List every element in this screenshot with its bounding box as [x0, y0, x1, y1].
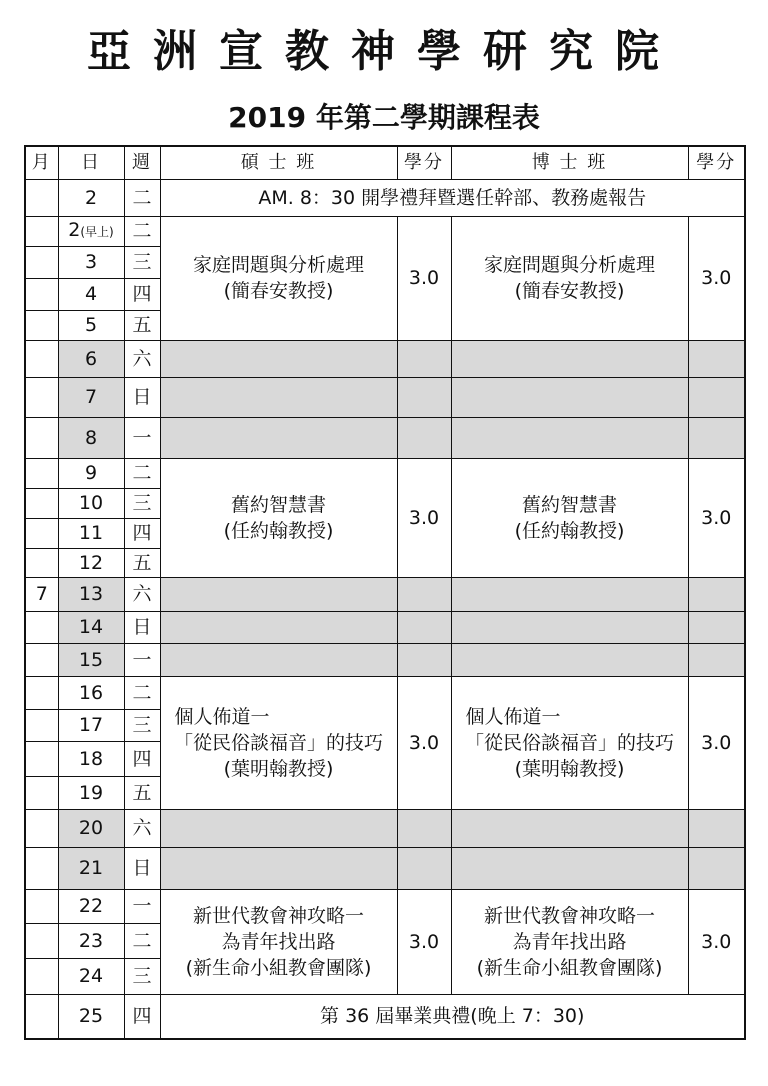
week-cell: 三 — [124, 488, 160, 518]
course-doctor-2: 舊約智慧書 (任約翰教授) — [451, 458, 688, 577]
table-row — [25, 377, 745, 417]
day-cell: 11 — [58, 518, 124, 548]
day-cell: 7 — [58, 377, 124, 417]
month-cell — [25, 488, 58, 518]
week-cell: 日 — [124, 611, 160, 643]
week-cell: 六 — [124, 809, 160, 847]
week-cell: 一 — [124, 643, 160, 676]
month-cell — [25, 377, 58, 417]
table-row — [25, 676, 745, 709]
month-cell — [25, 458, 58, 488]
empty-cell — [397, 611, 451, 643]
day-cell: 9 — [58, 458, 124, 488]
day-cell: 4 — [58, 278, 124, 310]
course-master-1: 家庭問題與分析處理 (簡春安教授) — [160, 216, 397, 340]
course-doctor-3: 個人佈道一 「從民俗談福音」的技巧 (葉明翰教授) — [451, 676, 688, 809]
empty-cell — [451, 809, 688, 847]
month-cell — [25, 923, 58, 958]
week-cell: 四 — [124, 278, 160, 310]
col-credit-doctor: 學分 — [688, 146, 745, 179]
table-row — [25, 994, 745, 1039]
empty-cell — [451, 340, 688, 377]
week-cell: 一 — [124, 417, 160, 458]
month-cell — [25, 676, 58, 709]
col-doctor: 博 士 班 — [451, 146, 688, 179]
empty-cell — [160, 611, 397, 643]
col-credit-master: 學分 — [397, 146, 451, 179]
month-cell — [25, 417, 58, 458]
empty-cell — [688, 417, 745, 458]
week-cell: 六 — [124, 577, 160, 611]
institute-title: 亞洲宣教神學研究院 — [87, 26, 681, 77]
week-cell: 二 — [124, 676, 160, 709]
week-cell: 三 — [124, 709, 160, 741]
day-cell: 2 — [58, 179, 124, 216]
day-cell: 3 — [58, 246, 124, 278]
day-cell: 5 — [58, 310, 124, 340]
month-cell — [25, 340, 58, 377]
credit-master-4: 3.0 — [397, 889, 451, 994]
col-month: 月 — [25, 146, 58, 179]
credit-doctor-1: 3.0 — [688, 216, 745, 340]
week-cell: 日 — [124, 847, 160, 889]
day-cell: 13 — [58, 577, 124, 611]
week-cell: 三 — [124, 246, 160, 278]
empty-cell — [451, 577, 688, 611]
empty-cell — [451, 643, 688, 676]
month-cell — [25, 310, 58, 340]
credit-master-3: 3.0 — [397, 676, 451, 809]
col-week: 週 — [124, 146, 160, 179]
credit-doctor-2: 3.0 — [688, 458, 745, 577]
day-cell: 15 — [58, 643, 124, 676]
table-row — [25, 417, 745, 458]
month-cell — [25, 709, 58, 741]
empty-cell — [160, 577, 397, 611]
week-cell: 四 — [124, 518, 160, 548]
empty-cell — [160, 643, 397, 676]
week-cell: 五 — [124, 310, 160, 340]
day-cell: 12 — [58, 548, 124, 577]
month-cell — [25, 548, 58, 577]
week-cell: 二 — [124, 179, 160, 216]
opening-event: AM. 8：30 開學禮拜暨選任幹部、教務處報告 — [160, 179, 745, 216]
day-cell: 20 — [58, 809, 124, 847]
empty-cell — [688, 340, 745, 377]
day-cell: 6 — [58, 340, 124, 377]
course-doctor-4: 新世代教會神攻略一 為青年找出路 (新生命小組教會團隊) — [451, 889, 688, 994]
table-row — [25, 458, 745, 488]
month-cell — [25, 518, 58, 548]
week-cell: 三 — [124, 958, 160, 994]
day-cell: 18 — [58, 741, 124, 776]
table-row — [25, 216, 745, 246]
week-cell: 六 — [124, 340, 160, 377]
credit-master-1: 3.0 — [397, 216, 451, 340]
table-row — [25, 847, 745, 889]
week-cell: 一 — [124, 889, 160, 923]
table-row — [25, 340, 745, 377]
day-cell: 25 — [58, 994, 124, 1039]
table-row — [25, 179, 745, 216]
empty-cell — [688, 577, 745, 611]
course-doctor-1: 家庭問題與分析處理 (簡春安教授) — [451, 216, 688, 340]
day-cell: 10 — [58, 488, 124, 518]
month-cell — [25, 741, 58, 776]
week-cell: 二 — [124, 216, 160, 246]
day-cell: 19 — [58, 776, 124, 809]
week-cell: 日 — [124, 377, 160, 417]
closing-event: 第 36 屆畢業典禮(晚上 7：30) — [160, 994, 745, 1039]
empty-cell — [160, 847, 397, 889]
month-cell: 7 — [25, 577, 58, 611]
empty-cell — [688, 847, 745, 889]
month-cell — [25, 994, 58, 1039]
table-row — [25, 577, 745, 611]
table-row — [25, 611, 745, 643]
month-cell — [25, 278, 58, 310]
empty-cell — [451, 847, 688, 889]
month-cell — [25, 776, 58, 809]
course-master-3: 個人佈道一 「從民俗談福音」的技巧 (葉明翰教授) — [160, 676, 397, 809]
day-cell: 24 — [58, 958, 124, 994]
col-day: 日 — [58, 146, 124, 179]
schedule-subtitle: 2019 年第二學期課程表 — [228, 101, 540, 134]
course-master-4: 新世代教會神攻略一 為青年找出路 (新生命小組教會團隊) — [160, 889, 397, 994]
day-note: (早上) — [80, 225, 114, 239]
day-cell: 22 — [58, 889, 124, 923]
month-cell — [25, 246, 58, 278]
empty-cell — [160, 809, 397, 847]
table-row — [25, 809, 745, 847]
day-cell: 21 — [58, 847, 124, 889]
empty-cell — [397, 809, 451, 847]
empty-cell — [451, 417, 688, 458]
empty-cell — [688, 377, 745, 417]
credit-master-2: 3.0 — [397, 458, 451, 577]
empty-cell — [397, 643, 451, 676]
table-row — [25, 643, 745, 676]
week-cell: 五 — [124, 776, 160, 809]
course-schedule-table — [24, 145, 746, 1040]
empty-cell — [160, 340, 397, 377]
month-cell — [25, 847, 58, 889]
month-cell — [25, 179, 58, 216]
day-cell: 16 — [58, 676, 124, 709]
month-cell — [25, 809, 58, 847]
week-cell: 二 — [124, 458, 160, 488]
empty-cell — [688, 809, 745, 847]
empty-cell — [397, 417, 451, 458]
empty-cell — [160, 377, 397, 417]
credit-doctor-3: 3.0 — [688, 676, 745, 809]
empty-cell — [397, 577, 451, 611]
month-cell — [25, 889, 58, 923]
month-cell — [25, 611, 58, 643]
col-master: 碩 士 班 — [160, 146, 397, 179]
header-row — [25, 146, 745, 179]
day-cell: 17 — [58, 709, 124, 741]
empty-cell — [688, 643, 745, 676]
month-cell — [25, 643, 58, 676]
week-cell: 四 — [124, 994, 160, 1039]
empty-cell — [451, 611, 688, 643]
month-cell — [25, 958, 58, 994]
week-cell: 四 — [124, 741, 160, 776]
month-cell — [25, 216, 58, 246]
week-cell: 五 — [124, 548, 160, 577]
empty-cell — [160, 417, 397, 458]
empty-cell — [397, 377, 451, 417]
day-cell: 2(早上) — [58, 216, 124, 246]
empty-cell — [451, 377, 688, 417]
week-cell: 二 — [124, 923, 160, 958]
day-cell: 8 — [58, 417, 124, 458]
credit-doctor-4: 3.0 — [688, 889, 745, 994]
course-master-2: 舊約智慧書 (任約翰教授) — [160, 458, 397, 577]
empty-cell — [397, 847, 451, 889]
empty-cell — [688, 611, 745, 643]
day-cell: 23 — [58, 923, 124, 958]
table-row — [25, 889, 745, 923]
day-cell: 14 — [58, 611, 124, 643]
empty-cell — [397, 340, 451, 377]
